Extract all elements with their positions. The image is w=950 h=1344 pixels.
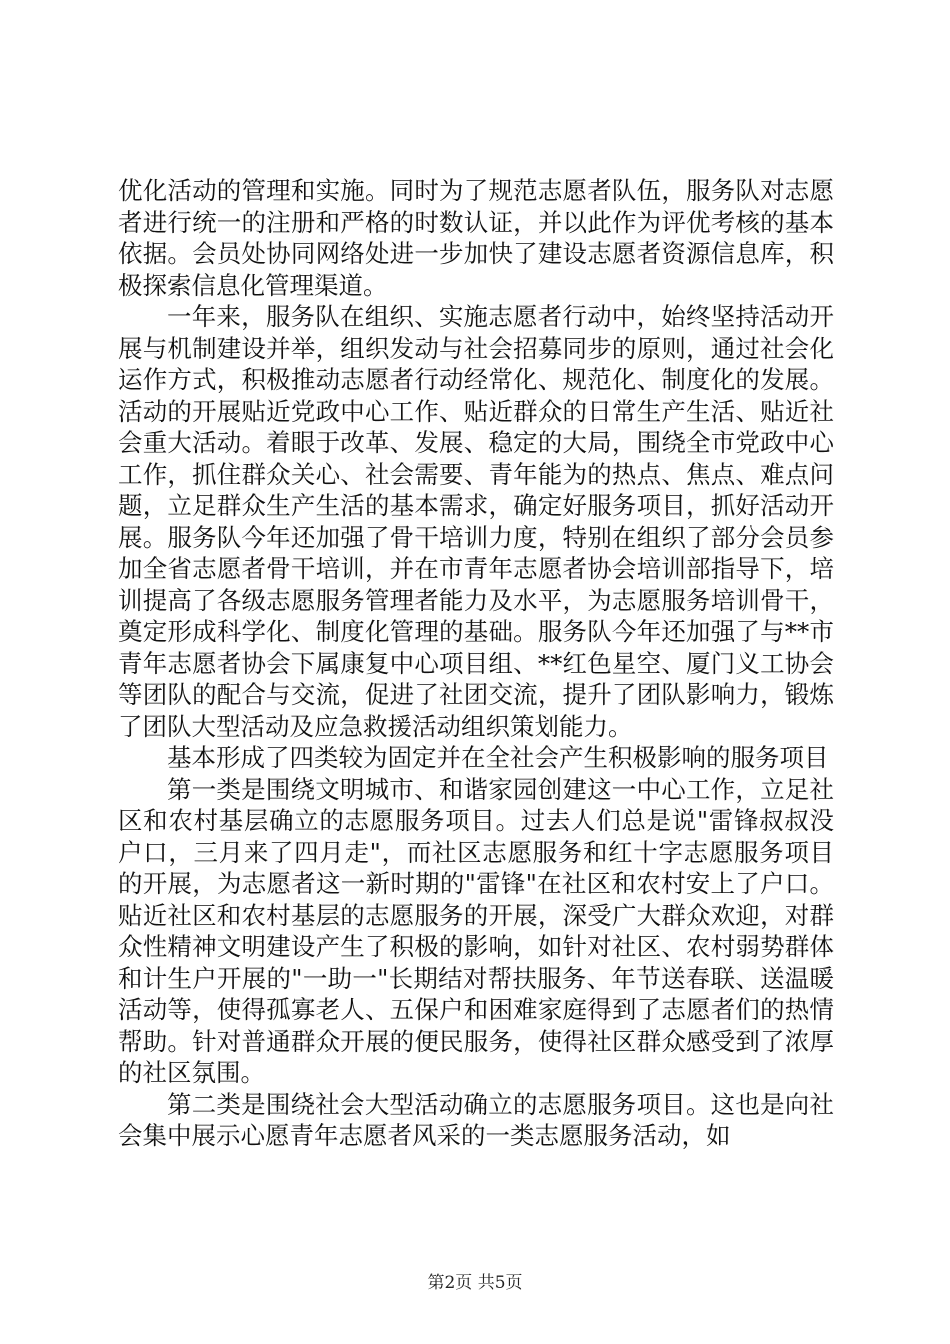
paragraph-four-service-types: 基本形成了四类较为固定并在全社会产生积极影响的服务项目 — [167, 743, 829, 772]
paragraph-continuation: 优化活动的管理和实施。同时为了规范志愿者队伍，服务队对志愿者进行统一的注册和严格的时数认证，并以此作为评优考核的基本依据。会员处协同网络处进一步加快了建设志愿者资源信息库，积极探索信息化管理渠道。 — [118, 176, 834, 300]
paragraph-second-type: 第二类是围绕社会大型活动确立的志愿服务项目。这也是向社会集中展示心愿青年志愿者风采的一类志愿服务活动，如 — [118, 1089, 834, 1150]
paragraph-annual-summary: 一年来，服务队在组织、实施志愿者行动中，始终坚持活动开展与机制建设并举，组织发动与社会招募同步的原则，通过社会化运作方式，积极推动志愿者行动经常化、规范化、制度化的发展。活动的开展贴近党政中心工作、贴近群众的日常生产生活、贴近社会重大活动。着眼于改革、发展、稳定的大局，围绕全市党政中心工作，抓住群众关心、社会需要、青年能为的热点、焦点、难点问题，立足群众生产生活的基本需求，确定好服务项目，抓好活动开展。服务队今年还加强了骨干培训力度，特别在组织了部分会员参加全省志愿者骨干培训，并在市青年志愿者协会培训部指导下，培训提高了各级志愿服务管理者能力及水平，为志愿服务培训骨干，奠定形成科学化、制度化管理的基础。服务队今年还加强了与**市青年志愿者协会下属康复中心项目组、**红色星空、厦门义工协会等团队的配合与交流，促进了社团交流，提升了团队影响力，锻炼了团队大型活动及应急救援活动组织策划能力。 — [118, 302, 834, 741]
document-body — [118, 175, 834, 1152]
paragraph-first-type: 第一类是围绕文明城市、和谐家园创建这一中心工作，立足社区和农村基层确立的志愿服务项目。过去人们总是说"雷锋叔叔没户口，三月来了四月走"，而社区志愿服务和红十字志愿服务项目的开展，为志愿者这一新时期的"雷锋"在社区和农村安上了户口。贴近社区和农村基层的志愿服务的开展，深受广大群众欢迎，对群众性精神文明建设产生了积极的影响，如针对社区、农村弱势群体和计生户开展的"一助一"长期结对帮扶服务、年节送春联、送温暖活动等，使得孤寡老人、五保户和困难家庭得到了志愿者们的热情帮助。针对普通群众开展的便民服务，使得社区群众感受到了浓厚的社区氛围。 — [118, 774, 834, 1087]
page-number-footer: 第2页 共5页 — [427, 1273, 523, 1293]
